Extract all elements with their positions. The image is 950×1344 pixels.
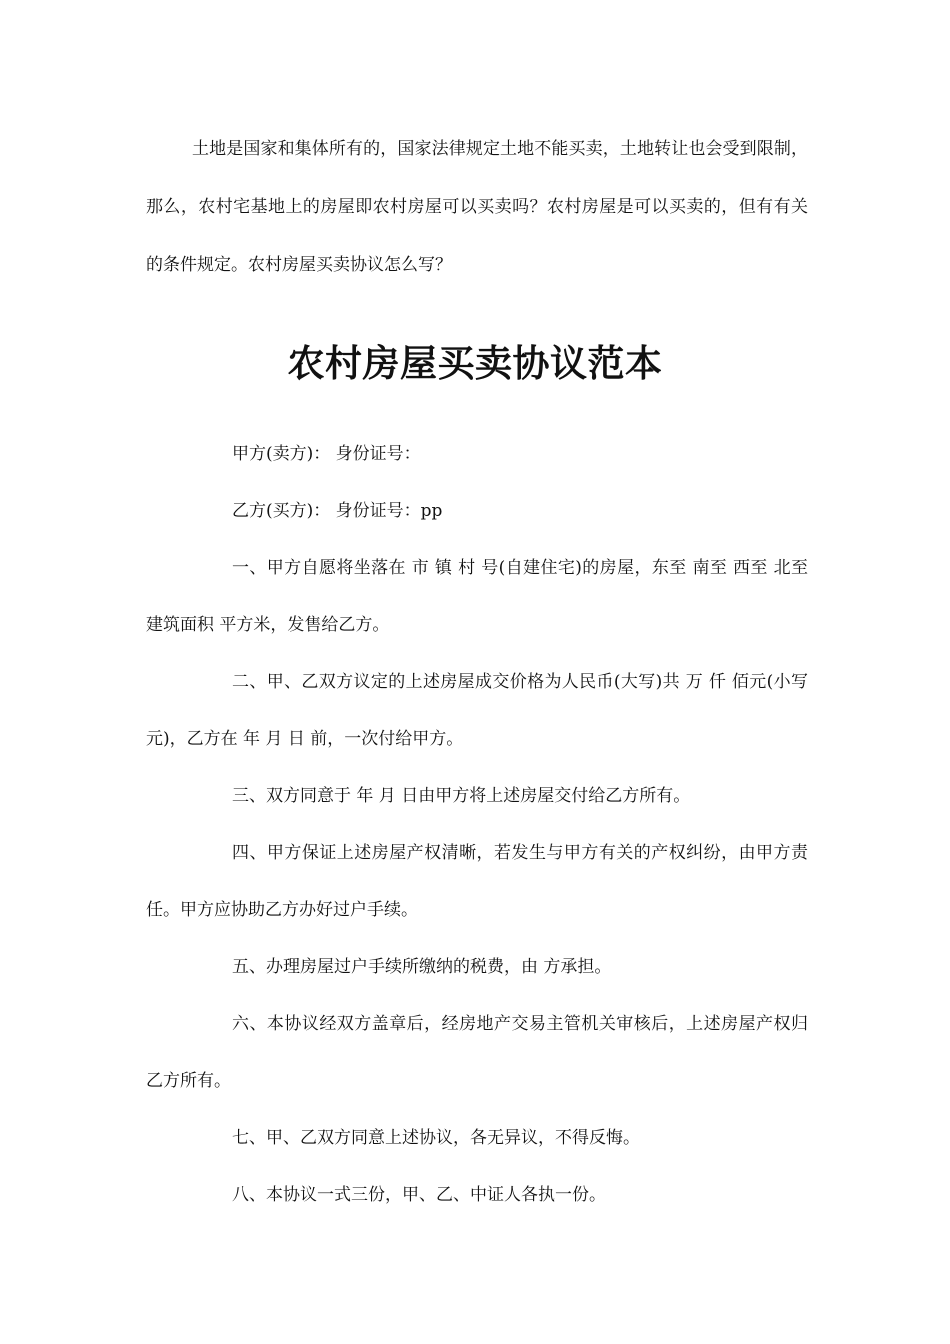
clause-1: 一、甲方自愿将坐落在 市 镇 村 号(自建住宅)的房屋，东至 南至 西至 北至 建筑面积 平方米，发售给乙方。 — [146, 558, 808, 635]
clause-2: 二、甲、乙双方议定的上述房屋成交价格为人民币(大写)共 万 仟 佰元(小写 元)，乙方在 年 月 日 前，一次付给甲方。 — [146, 672, 808, 749]
clause-3: 三、双方同意于 年 月 日由甲方将上述房屋交付给乙方所有。 — [232, 786, 691, 806]
intro-paragraph: 土地是国家和集体所有的，国家法律规定土地不能买卖，土地转让也会受到限制，那么，农村宅基地上的房屋即农村房屋可以买卖吗？农村房屋是可以买卖的，但有有关的条件规定。农村房屋买卖协议怎么写？ — [146, 139, 808, 275]
agreement-body — [146, 426, 808, 1224]
party-b-line: 乙方(买方)： 身份证号：pp — [232, 501, 443, 521]
document-title: 农村房屋买卖协议范本 — [287, 342, 663, 385]
party-a-line: 甲方(卖方)： 身份证号： — [232, 444, 421, 464]
clause-7: 七、甲、乙双方同意上述协议，各无异议，不得反悔。 — [232, 1128, 640, 1148]
clause-4: 四、甲方保证上述房屋产权清晰，若发生与甲方有关的产权纠纷，由甲方责任。甲方应协助乙方办好过户手续。 — [146, 843, 808, 920]
clause-8: 八、本协议一式三份，甲、乙、中证人各执一份。 — [232, 1185, 606, 1205]
clause-6: 六、本协议经双方盖章后，经房地产交易主管机关审核后，上述房屋产权归乙方所有。 — [146, 1014, 808, 1091]
clause-5: 五、办理房屋过户手续所缴纳的税费，由 方承担。 — [232, 957, 612, 977]
